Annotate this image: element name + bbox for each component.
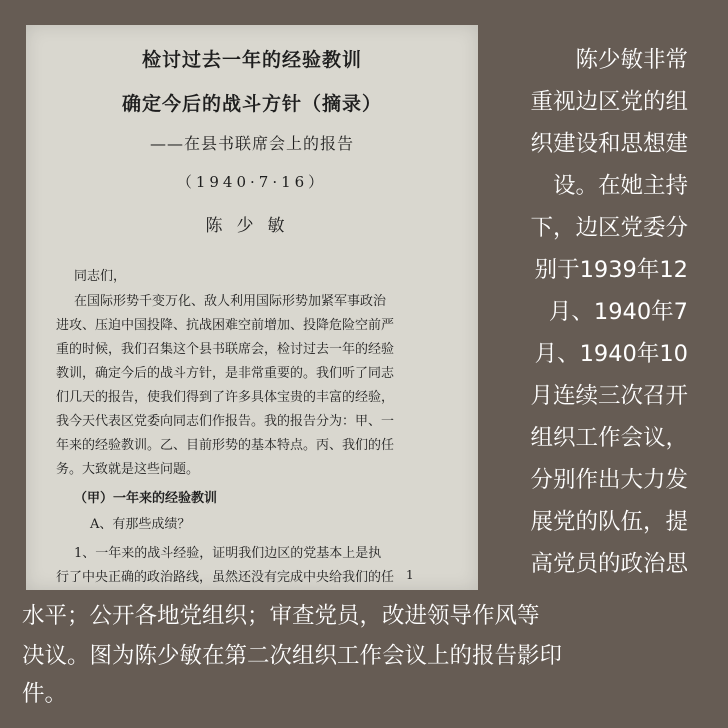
- document-body-line: 在国际形势千变万化、敌人利用国际形势加紧军事政治: [74, 294, 387, 309]
- caption-line: 展党的队伍，提: [530, 509, 688, 535]
- document-section-heading: （甲）一年来的经验教训: [74, 491, 218, 506]
- document-body-line: 进攻、压迫中国投降、抗战困难空前增加、投降危险空前严: [56, 318, 395, 333]
- document-date: （1940·7·16）: [176, 173, 328, 191]
- document-body-line: 们几天的报告，使我们得到了许多具体宝贵的丰富的经验，: [56, 390, 395, 405]
- document-point-line: 1、一年来的战斗经验，证明我们边区的党基本上是执: [74, 546, 382, 561]
- document-subtitle: ——在县书联席会上的报告: [149, 134, 354, 153]
- caption-line: 高党员的政治思: [530, 551, 688, 577]
- caption-line: 设。在她主持: [552, 173, 688, 199]
- caption-line: 别于1939年12: [534, 257, 688, 283]
- caption-line: 水平；公开各地党组织；审查党员，改进领导作风等: [22, 603, 540, 629]
- caption-line: 决议。图为陈少敏在第二次组织工作会议上的报告影印: [22, 643, 563, 669]
- caption-line: 重视边区党的组: [530, 89, 688, 115]
- caption-line: 月、1940年7: [548, 299, 688, 325]
- caption-line: 组织工作会议，: [530, 425, 688, 451]
- caption-line: 织建设和思想建: [530, 131, 688, 157]
- document-subsection: A、有那些成绩？: [90, 517, 191, 532]
- document-point-line: 行了中央正确的政治路线，虽然还没有完成中央给我们的任: [56, 570, 395, 585]
- document-body-line: 教训，确定今后的战斗方针，是非常重要的。我们听了同志: [56, 366, 395, 381]
- caption-line: 下，边区党委分: [530, 215, 688, 241]
- document-salutation: 同志们，: [74, 269, 127, 284]
- caption-line: 月连续三次召开: [530, 383, 688, 409]
- document-body-line: 我今天代表区党委向同志们作报告。我的报告分为：甲、一: [56, 414, 395, 429]
- caption-line: 陈少敏非常: [575, 47, 688, 73]
- document-body-line: 重的时候，我们召集这个县书联席会，检讨过去一年的经验: [56, 342, 395, 357]
- caption-line: 月、1940年10: [534, 341, 688, 367]
- document-body-line: 年来的经验教训。乙、目前形势的基本特点。丙、我们的任: [56, 438, 395, 453]
- document-photo: [26, 25, 478, 590]
- document-author: 陈少敏: [205, 216, 299, 236]
- document-page-number: 1: [406, 568, 414, 582]
- caption-line: 分别作出大力发: [530, 467, 688, 493]
- caption-line: 件。: [22, 681, 68, 707]
- document-title-line1: 检讨过去一年的经验教训: [141, 49, 362, 71]
- document-body-line: 务。大致就是这些问题。: [56, 462, 200, 477]
- document-title-line2: 确定今后的战斗方针（摘录）: [121, 93, 382, 115]
